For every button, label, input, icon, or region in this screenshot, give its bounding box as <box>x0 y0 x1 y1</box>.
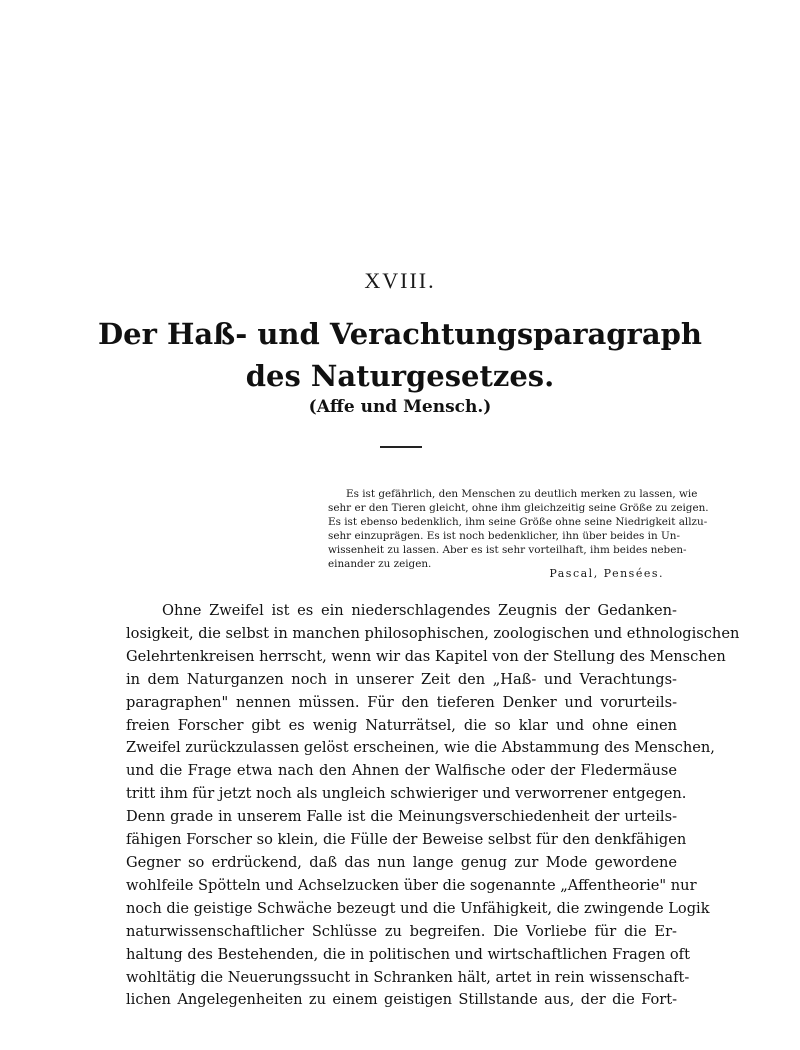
body-line: paragraphen" nennen müssen. Für den tieferen Denker und vorurteils- <box>126 693 677 711</box>
body-line: freien Forscher gibt es wenig Naturrätsel, die so klar und ohne einen <box>126 716 677 734</box>
section-divider <box>380 446 422 448</box>
chapter-subtitle: (Affe und Mensch.) <box>308 397 492 417</box>
body-line: Ohne Zweifel ist es ein niederschlagendes Zeugnis der Gedanken- <box>162 602 677 619</box>
epigraph-line: Es ist ebenso bedenklich, ihm seine Größe ohne seine Niedrigkeit allzu- <box>328 516 708 528</box>
chapter-title <box>0 313 800 397</box>
chapter-title-line-2: des Naturgesetzes. <box>245 359 555 393</box>
body-line: tritt ihm für jetzt noch als ungleich schwieriger und verworrener entgegen. <box>126 785 687 803</box>
body-line: naturwissenschaftlicher Schlüsse zu begreifen. Die Vorliebe für die Er- <box>126 922 677 940</box>
epigraph <box>328 487 709 571</box>
epigraph-line: sehr er den Tieren gleicht, ohne ihm gleichzeitig seine Größe zu zeigen. <box>328 502 709 514</box>
body-line: wohltätig die Neuerungssucht in Schranken hält, artet in rein wissenschaft- <box>126 968 690 986</box>
body-line: losigkeit, die selbst in manchen philosophischen, zoologischen und ethnologischen <box>126 624 740 642</box>
chapter-number: XVIII. <box>364 268 436 293</box>
body-line: wohlfeile Spötteln und Achselzucken über die sogenannte „Affentheorie" nur <box>126 876 697 894</box>
body-line: Denn grade in unserem Falle ist die Meinungsverschiedenheit der urteils- <box>126 808 677 826</box>
body-line: noch die geistige Schwäche bezeugt und die Unfähigkeit, die zwingende Logik <box>126 899 710 917</box>
epigraph-line: wissenheit zu lassen. Aber es ist sehr vorteilhaft, ihm beides neben- <box>328 544 687 556</box>
body-line: haltung des Bestehenden, die in politischen und wirtschaftlichen Fragen oft <box>126 945 690 963</box>
body-line: Gegner so erdrückend, daß das nun lange genug zur Mode gewordene <box>126 853 677 871</box>
body-line: und die Frage etwa nach den Ahnen der Walfische oder der Fledermäuse <box>126 762 677 780</box>
body-line: Zweifel zurückzulassen gelöst erscheinen, wie die Abstammung des Menschen, <box>126 739 715 757</box>
body-line: Gelehrtenkreisen herrscht, wenn wir das Kapitel von der Stellung des Menschen <box>126 647 726 665</box>
body-line: in dem Naturganzen noch in unserer Zeit den „Haß- und Verachtungs- <box>126 670 677 688</box>
epigraph-line: sehr einzuprägen. Es ist noch bedenklicher, ihn über beides in Un- <box>328 530 680 542</box>
body-line: fähigen Forscher so klein, die Fülle der Beweise selbst für den denkfähigen <box>126 831 687 849</box>
body-line: lichen Angelegenheiten zu einem geistigen Stillstande aus, der die Fort- <box>126 991 677 1009</box>
epigraph-attribution: Pascal, Pensées. <box>549 567 664 580</box>
body-paragraph <box>126 600 740 1012</box>
chapter-title-line-1: Der Haß- und Verachtungsparagraph <box>98 317 702 351</box>
epigraph-line: Es ist gefährlich, den Menschen zu deutlich merken zu lassen, wie <box>346 488 698 500</box>
epigraph-line: einander zu zeigen. <box>328 558 432 570</box>
